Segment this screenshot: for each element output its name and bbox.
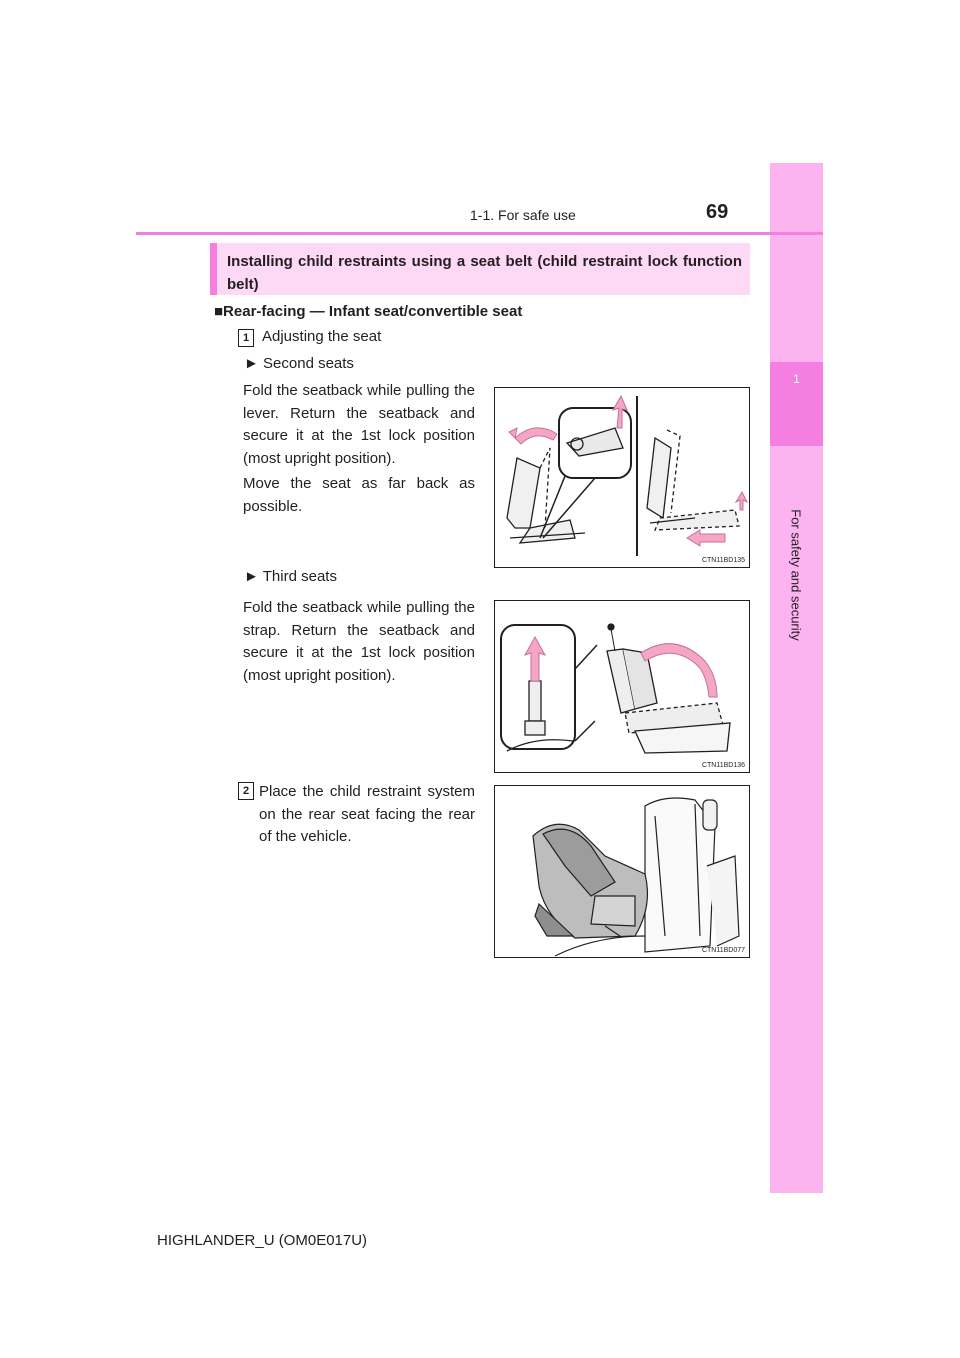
third-seats-bullet <box>244 566 337 588</box>
section-heading: Installing child restraints using a seat belt (child restraint lock function belt) <box>210 243 750 295</box>
step-2-badge: 2 <box>238 782 254 800</box>
second-seats-label: Second seats <box>263 355 354 372</box>
header-divider <box>136 232 823 235</box>
second-seats-instruction: Fold the seatback while pulling the lever. Return the seatback and secure it at the 1st lock position (most upright position). <box>243 382 475 467</box>
chapter-title: For safety and security <box>788 509 804 641</box>
figure-code: CTN11BD135 <box>701 557 745 564</box>
page-number: 69 <box>706 201 729 223</box>
second-seats-bullet <box>244 353 354 375</box>
chapter-sidebar <box>770 163 823 1193</box>
sub-heading: ■Rear-facing — Infant seat/convertible seat <box>214 303 523 320</box>
child-seat-illustration <box>495 786 750 958</box>
step-2-text: Place the child restraint system on the rear seat facing the rear of the vehicle. <box>259 783 475 845</box>
step-1-text: Adjusting the seat <box>262 328 382 345</box>
figure-second-seat <box>494 387 750 568</box>
third-seat-illustration <box>495 601 750 773</box>
section-title: 1-1. For safe use <box>470 207 576 223</box>
triangle-bullet-icon: ► <box>244 568 259 585</box>
figure-child-seat <box>494 785 750 958</box>
footer-model-code: HIGHLANDER_U (OM0E017U) <box>157 1232 368 1249</box>
figure-code: CTN11BD077 <box>701 947 745 954</box>
step-1-badge: 1 <box>238 329 254 347</box>
chapter-number: 1 <box>793 372 800 386</box>
third-seats-instruction: Fold the seatback while pulling the strap. Return the seatback and secure it at the 1st lock position (most upright position). <box>243 599 475 684</box>
figure-third-seat <box>494 600 750 773</box>
second-seats-move-instruction: Move the seat as far back as possible. <box>243 475 475 515</box>
third-seats-label: Third seats <box>262 568 337 585</box>
triangle-bullet-icon: ► <box>244 355 259 372</box>
figure-code: CTN11BD136 <box>701 762 745 769</box>
second-seat-illustration <box>495 388 750 568</box>
